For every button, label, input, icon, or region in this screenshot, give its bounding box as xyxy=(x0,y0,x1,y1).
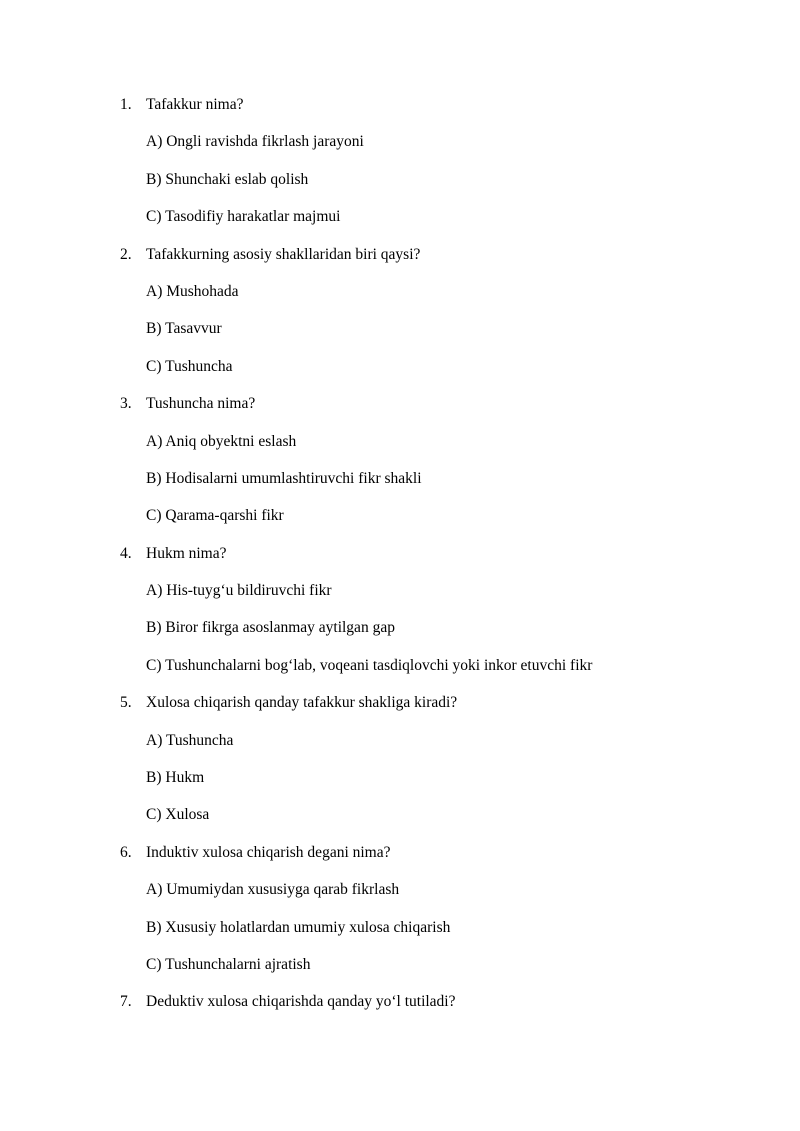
question-number: 2. xyxy=(120,245,132,263)
question-7 xyxy=(0,992,800,1029)
option-2a xyxy=(0,282,800,319)
option-text: A) Tushuncha xyxy=(146,731,234,749)
question-text: Deduktiv xulosa chiqarishda qanday yo‘l tutiladi? xyxy=(146,993,456,1011)
option-text: C) Qarama-qarshi fikr xyxy=(146,507,284,525)
option-text: B) Tasavvur xyxy=(146,320,222,338)
option-6c xyxy=(0,955,800,992)
question-number: 6. xyxy=(120,843,132,861)
question-text: Tafakkurning asosiy shakllaridan biri qaysi? xyxy=(146,245,421,263)
option-text: B) Hukm xyxy=(146,769,205,787)
question-1 xyxy=(0,95,800,132)
option-6b xyxy=(0,918,800,955)
option-4b xyxy=(0,618,800,655)
option-text: C) Tasodifiy harakatlar majmui xyxy=(146,208,341,226)
option-text: C) Tushuncha xyxy=(146,357,233,375)
option-2c xyxy=(0,357,800,394)
option-text: B) Xususiy holatlardan umumiy xulosa chiqarish xyxy=(146,918,451,936)
question-number: 1. xyxy=(120,96,132,113)
option-text: C) Xulosa xyxy=(146,806,210,824)
option-3c xyxy=(0,506,800,543)
question-number: 5. xyxy=(120,694,132,712)
question-5 xyxy=(0,693,800,730)
option-text: B) Biror fikrga asoslanmay aytilgan gap xyxy=(146,619,395,637)
quiz-list xyxy=(0,95,800,1030)
option-5a xyxy=(0,731,800,768)
option-5b xyxy=(0,768,800,805)
question-text: Xulosa chiqarish qanday tafakkur shakliga kiradi? xyxy=(146,694,458,712)
option-text: C) Tushunchalarni bog‘lab, voqeani tasdiqlovchi yoki inkor etuvchi fikr xyxy=(146,656,593,674)
option-text: B) Hodisalarni umumlashtiruvchi fikr shakli xyxy=(146,469,422,487)
question-text: Hukm nima? xyxy=(146,544,227,562)
question-4 xyxy=(0,544,800,581)
question-text: Tushuncha nima? xyxy=(146,395,256,413)
question-2 xyxy=(0,245,800,282)
option-6a xyxy=(0,880,800,917)
question-number: 7. xyxy=(120,993,132,1011)
option-1a xyxy=(0,132,800,169)
question-number: 4. xyxy=(120,544,132,562)
question-6 xyxy=(0,843,800,880)
option-3a xyxy=(0,432,800,469)
option-1b xyxy=(0,170,800,207)
option-text: A) Mushohada xyxy=(146,282,239,300)
option-text: B) Shunchaki eslab qolish xyxy=(146,170,309,188)
question-text: Tafakkur nima? xyxy=(146,96,244,113)
option-text: A) Aniq obyektni eslash xyxy=(146,432,297,450)
question-text: Induktiv xulosa chiqarish degani nima? xyxy=(146,843,391,861)
question-number: 3. xyxy=(120,395,132,413)
option-1c xyxy=(0,207,800,244)
option-4c xyxy=(0,656,800,693)
option-5c xyxy=(0,805,800,842)
option-3b xyxy=(0,469,800,506)
option-text: A) Ongli ravishda fikrlash jarayoni xyxy=(146,133,364,151)
option-2b xyxy=(0,319,800,356)
option-text: C) Tushunchalarni ajratish xyxy=(146,955,311,973)
option-4a xyxy=(0,581,800,618)
option-text: A) Umumiydan xususiyga qarab fikrlash xyxy=(146,881,400,899)
question-3 xyxy=(0,394,800,431)
option-text: A) His-tuyg‘u bildiruvchi fikr xyxy=(146,582,332,600)
